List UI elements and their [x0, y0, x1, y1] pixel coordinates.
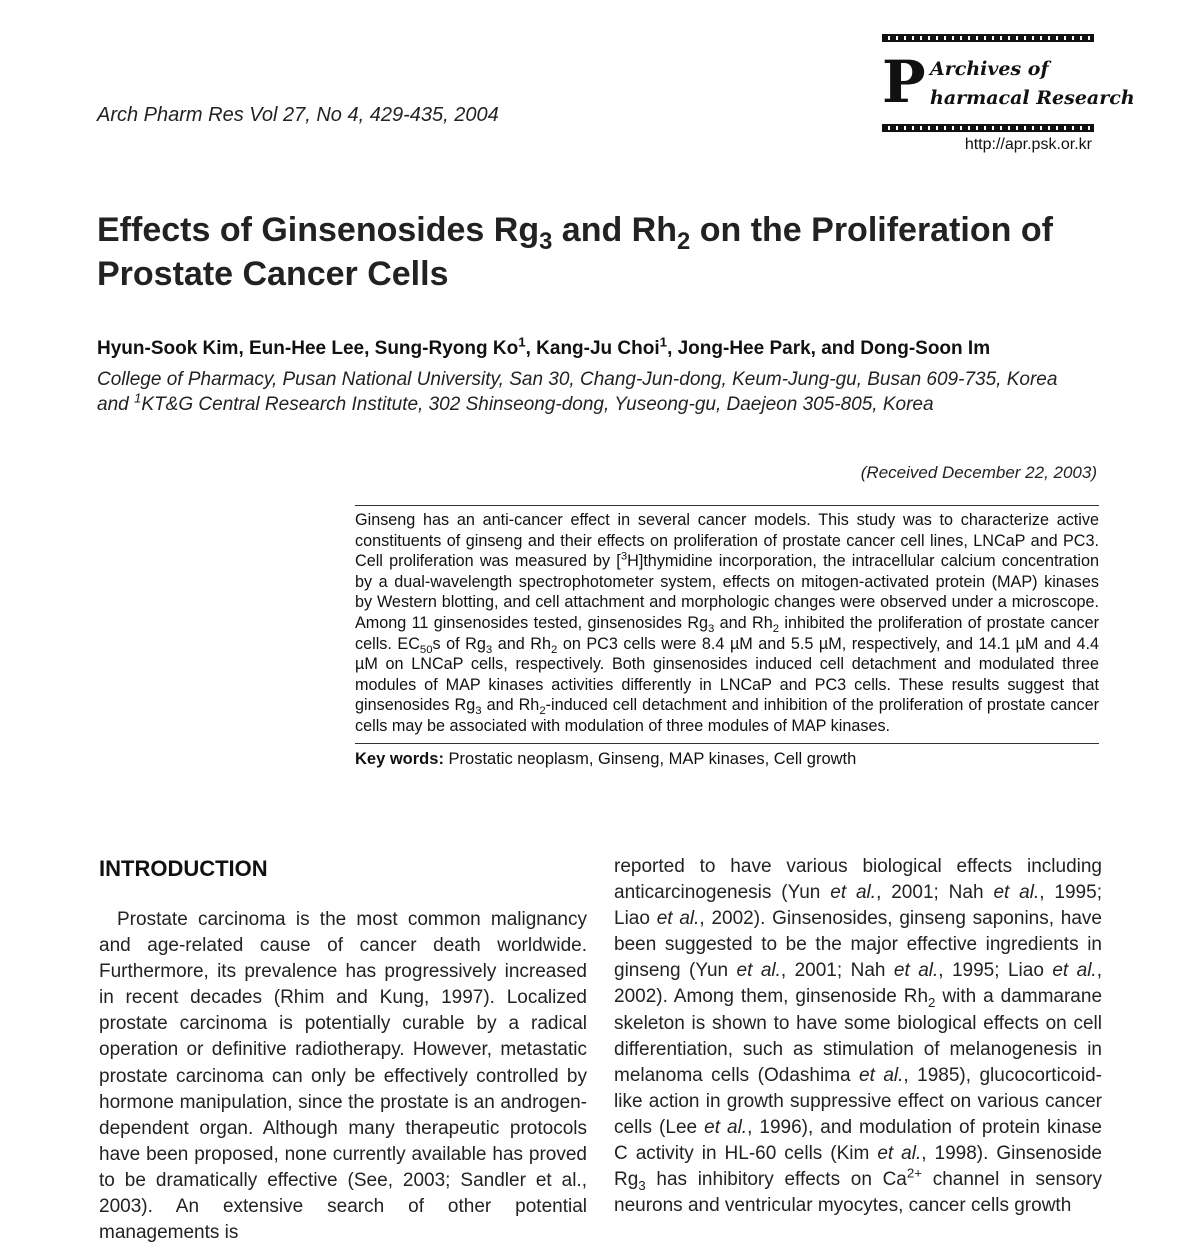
abstract-block: [355, 505, 1099, 769]
section-heading-introduction: INTRODUCTION: [99, 856, 268, 881]
article-title: Effects of Ginsenosides $Rg_3$ and $Rh_2$ on the Proliferation of Prostate Cancer Cells: [97, 211, 1053, 293]
keywords-line: [355, 744, 1099, 769]
keywords-text: Prostatic neoplasm, Ginseng, MAP kinases, Cell growth: [443, 749, 857, 768]
keywords-label: Key words:: [355, 749, 444, 768]
received-date: (Received December 22, 2003): [860, 463, 1097, 482]
logo-top-rule: [882, 34, 1094, 42]
left-column: [99, 855, 587, 1246]
logo-bottom-rule: [882, 124, 1094, 132]
intro-paragraph-left: Prostate carcinoma is the most common malignancy and age-related cause of cancer death worldwide. Furthermore, its prevalence has progressively increased in recent decades (Rhim and Kung, 1997). Localized prostate carcinoma is potentially curable by a radical operation or definitive radiotherapy. However, metastatic prostate carcinoma can only be effectively controlled by hormone manipulation, since the prostate is an androgen-dependent organ. Although many therapeutic protocols have been proposed, none currently available has proved to be dramatically effective (See, 2003; Sandler et al., 2003). An extensive search of other potential managements is: [99, 909, 587, 1244]
logo-initial: P: [882, 48, 926, 116]
logo-line-2: harmacal Research: [930, 87, 1135, 109]
author-list: Hyun-Sook Kim, Eun-Hee Lee, Sung-Ryong Ko$^1$, Kang-Ju Choi$^1$, Jong-Hee Park, and Dong-Soon Im: [97, 334, 991, 359]
journal-logo: [882, 34, 1135, 134]
logo-line-1: Archives of: [930, 58, 1049, 80]
journal-reference: Arch Pharm Res Vol 27, No 4, 429-435, 2004: [97, 104, 499, 126]
journal-url[interactable]: http://apr.psk.or.kr: [964, 136, 1092, 153]
intro-paragraph-right: reported to have various biological effects including anticarcinogenesis (Yun et al., 2001; Nah et al., 1995; Liao et al., 2002). Ginsenosides, ginseng saponins, have been suggested to be the major effective ingredients in ginseng (Yun et al., 2001; Nah et al., 1995; Liao et al., 2002). Among them, ginsenoside $Rh_2$ with a dammarane skeleton is shown to have some biological effects on cell differentiation, such as stimulation of melanogenesis in melanoma cells (Odashima et al., 1985), glucocorticoid-like action in growth suppressive effect on various cancer cells (Lee et al., 1996), and modulation of protein kinase C activity in HL-60 cells (Kim et al., 1998). Ginsenoside $Rg_3$ has inhibitory effects on $Ca^{2+}$ channel in sensory neurons and ventricular myocytes, cancer cells growth: [614, 856, 1103, 1217]
abstract-text: Ginseng has an anti-cancer effect in several cancer models. This study was to characterize active constituents of ginseng and their effects on proliferation of prostate cancer cell lines, LNCaP and PC3. Cell proliferation was measured by [$^3$H]thymidine incorporation, the intracellular calcium concentration by a dual-wavelength spectrophotometer system, effects on mitogen-activated protein (MAP) kinases by Western blotting, and cell attachment and morphologic changes were observed under a microscope. Among 11 ginsenosides tested, ginsenosides $Rg_3$ and $Rh_2$ inhibited the proliferation of prostate cancer cells. $EC_{50}s$ of $Rg_3$ and $Rh_2$ on PC3 cells were 8.4 µM and 5.5 µM, respectively, and 14.1 µM and 4.4 µM on LNCaP cells, respectively. Both ginsenosides induced cell detachment and modulated three modules of MAP kinases activities differently in LNCaP and PC3 cells. These results suggest that ginsenosides $Rg_3$ and $Rh_2$-induced cell detachment and inhibition of the proliferation of prostate cancer cells may be associated with modulation of three modules of MAP kinases.: [355, 506, 1099, 744]
right-column: [614, 855, 1102, 1219]
author-affiliation: College of Pharmacy, Pusan National University, San 30, Chang-Jun-dong, Keum-Jung-gu, Busan 609-735, Korea and $^1$KT&G Central Research Institute, 302 Shinseong-dong, Yuseong-gu, Daejeon 305-805, Korea: [97, 369, 1058, 415]
